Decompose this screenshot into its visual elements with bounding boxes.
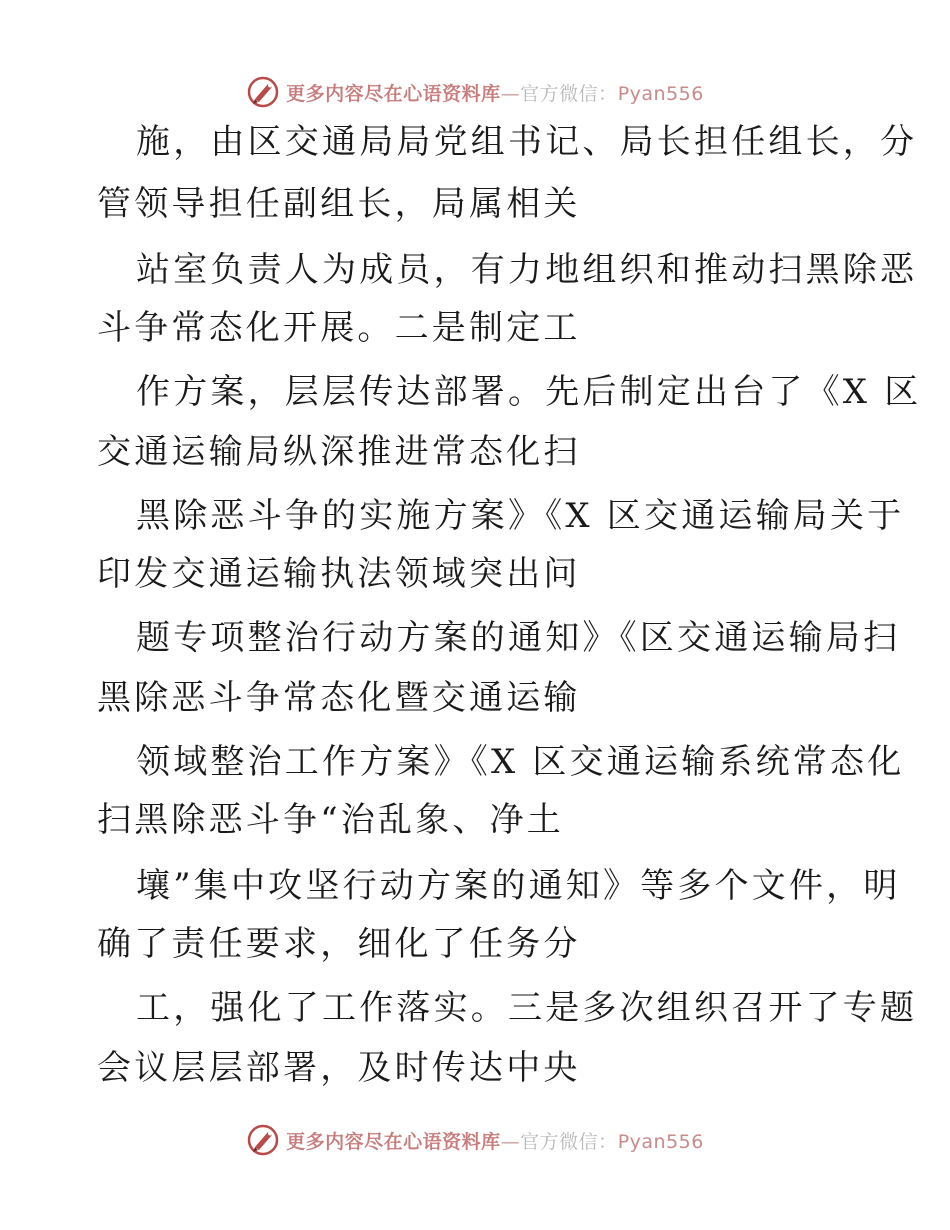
footer-watermark	[0, 1120, 950, 1160]
watermark-wechat-id: Pyan556	[617, 82, 704, 105]
body-line: 工，强化了工作落实。三是多次组织召开了专题	[136, 988, 918, 1028]
watermark-text	[286, 1127, 704, 1154]
watermark-wechat-label: 官方微信：	[520, 1130, 618, 1153]
watermark-site: 更多内容尽在心语资料库	[286, 1130, 501, 1153]
body-line: 确了责任要求，细化了任务分	[97, 924, 581, 964]
body-line: 黑除恶斗争常态化暨交通运输	[97, 678, 581, 718]
body-line: 黑除恶斗争的实施方案》《X 区交通运输局关于	[136, 496, 905, 536]
body-line: 管领导担任副组长，局属相关	[97, 184, 581, 224]
body-line: 会议层层部署，及时传达中央	[97, 1048, 581, 1088]
body-line: 题专项整治行动方案的通知》《区交通运输局扫	[136, 618, 901, 658]
watermark-wechat-label: 官方微信：	[520, 82, 618, 105]
watermark-text	[286, 79, 704, 106]
body-line: 壤”集中攻坚行动方案的通知》等多个文件，明	[136, 866, 901, 906]
body-line: 施，由区交通局局党组书记、局长担任组长，分	[136, 122, 918, 162]
body-line: 斗争常态化开展。二是制定工	[97, 308, 581, 348]
body-line: 印发交通运输执法领域突出问	[97, 554, 581, 594]
body-line: 交通运输局纵深推进常态化扫	[97, 432, 581, 472]
header-watermark	[0, 72, 950, 112]
watermark-wechat-id: Pyan556	[617, 1130, 704, 1153]
ink-pen-logo-icon	[246, 1123, 280, 1157]
watermark-site: 更多内容尽在心语资料库	[286, 82, 501, 105]
body-line: 站室负责人为成员，有力地组织和推动扫黑除恶	[136, 250, 918, 290]
body-line: 扫黑除恶斗争“治乱象、净土	[97, 800, 564, 840]
body-line: 领域整治工作方案》《X 区交通运输系统常态化	[136, 742, 905, 782]
watermark-separator: —	[500, 82, 521, 105]
body-line: 作方案，层层传达部署。先后制定出台了《X 区	[136, 372, 922, 412]
watermark-separator: —	[500, 1130, 521, 1153]
ink-pen-logo-icon	[246, 75, 280, 109]
